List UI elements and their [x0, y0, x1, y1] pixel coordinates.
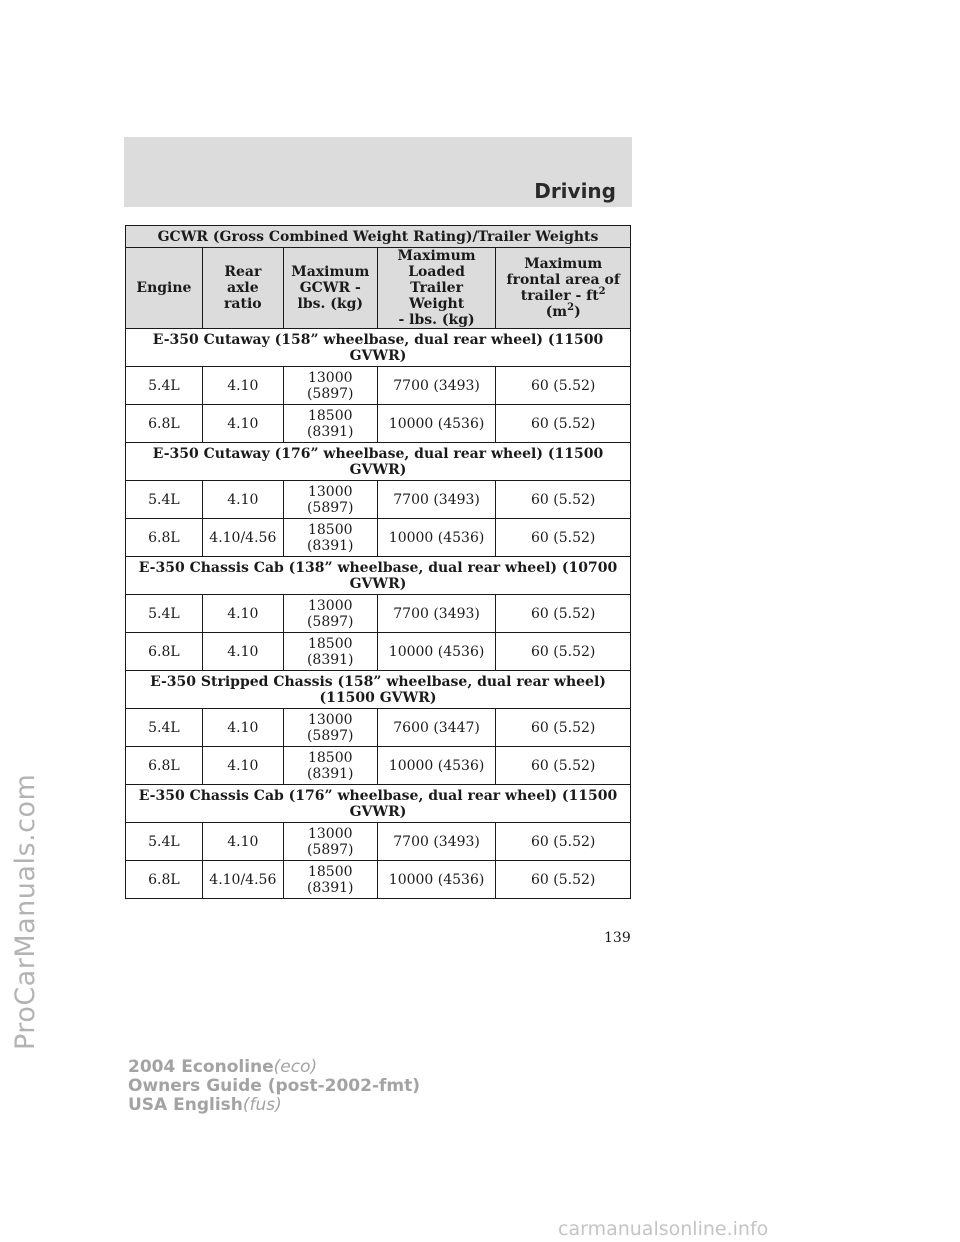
- engine-cell: 5.4L: [126, 595, 203, 633]
- frontal-area-cell: 60 (5.52): [496, 709, 631, 747]
- gcwr-lbs: 13000: [307, 597, 353, 614]
- trailer-weight-cell: 7600 (3447): [377, 709, 496, 747]
- gcwr-lbs: 18500: [307, 749, 353, 766]
- engine-cell: 6.8L: [126, 405, 203, 443]
- footer-model-code: (eco): [273, 1057, 318, 1077]
- footer-model: 2004 Econoline: [128, 1057, 274, 1077]
- frontal-area-cell: 60 (5.52): [496, 823, 631, 861]
- gcwr-lbs: 13000: [307, 369, 353, 386]
- engine-cell: 6.8L: [126, 633, 203, 671]
- gcwr-lbs: 13000: [307, 483, 353, 500]
- gcwr-lbs: 13000: [307, 825, 353, 842]
- col-frontal-area: Maximum frontal area of trailer - $ft^2$ $(m^2)$: [496, 248, 631, 329]
- axle-ratio-cell: 4.10/4.56: [202, 861, 283, 899]
- engine-cell: 6.8L: [126, 747, 203, 785]
- column-header-row: [126, 248, 631, 329]
- gcwr-cell: [283, 633, 377, 671]
- frontal-area-cell: 60 (5.52): [496, 367, 631, 405]
- trailer-weight-cell: 7700 (3493): [377, 367, 496, 405]
- axle-ratio-cell: 4.10: [202, 747, 283, 785]
- trailer-weights-table: [125, 225, 631, 899]
- footer-language: USA English: [128, 1095, 243, 1115]
- gcwr-kg: (8391): [306, 879, 354, 896]
- gcwr-lbs: 18500: [307, 635, 353, 652]
- trailer-weight-cell: 7700 (3493): [377, 823, 496, 861]
- table-row: [126, 709, 631, 747]
- gcwr-kg: (5897): [306, 727, 354, 744]
- trailer-weight-cell: 10000 (4536): [377, 633, 496, 671]
- gcwr-lbs: 13000: [307, 711, 353, 728]
- gcwr-cell: [283, 709, 377, 747]
- gcwr-cell: [283, 481, 377, 519]
- trailer-weight-cell: 10000 (4536): [377, 747, 496, 785]
- gcwr-cell: [283, 367, 377, 405]
- section-row: [126, 329, 631, 367]
- frontal-area-cell: 60 (5.52): [496, 595, 631, 633]
- footer-guide: Owners Guide (post-2002-fmt): [128, 1076, 421, 1096]
- gcwr-kg: (5897): [306, 499, 354, 516]
- gcwr-cell: [283, 747, 377, 785]
- gcwr-cell: [283, 823, 377, 861]
- frontal-area-cell: 60 (5.52): [496, 519, 631, 557]
- table-row: [126, 633, 631, 671]
- table-row: [126, 747, 631, 785]
- gcwr-cell: [283, 519, 377, 557]
- gcwr-kg: (5897): [306, 841, 354, 858]
- table-row: [126, 595, 631, 633]
- axle-ratio-cell: 4.10: [202, 823, 283, 861]
- gcwr-kg: (5897): [306, 613, 354, 630]
- side-watermark: ProCarManuals.com: [10, 773, 41, 1050]
- axle-ratio-cell: 4.10: [202, 595, 283, 633]
- col-max-trailer-weight: Maximum Loaded Trailer Weight - lbs. (kg): [377, 248, 496, 329]
- axle-ratio-cell: 4.10: [202, 633, 283, 671]
- section-title: E-350 Chassis Cab (176” wheelbase, dual rear wheel) (11500 GVWR): [126, 785, 631, 823]
- col-max-gcwr: Maximum GCWR - lbs. (kg): [283, 248, 377, 329]
- section-title: E-350 Cutaway (158” wheelbase, dual rear wheel) (11500 GVWR): [126, 329, 631, 367]
- frontal-area-cell: 60 (5.52): [496, 747, 631, 785]
- gcwr-lbs: 18500: [307, 863, 353, 880]
- axle-ratio-cell: 4.10/4.56: [202, 519, 283, 557]
- gcwr-kg: (8391): [306, 537, 354, 554]
- table-row: [126, 367, 631, 405]
- gcwr-kg: (5897): [306, 385, 354, 402]
- section-row: [126, 557, 631, 595]
- trailer-weight-cell: 10000 (4536): [377, 519, 496, 557]
- gcwr-lbs: 18500: [307, 521, 353, 538]
- frontal-area-cell: 60 (5.52): [496, 861, 631, 899]
- section-row: [126, 443, 631, 481]
- gcwr-kg: (8391): [306, 423, 354, 440]
- trailer-weight-cell: 10000 (4536): [377, 861, 496, 899]
- page-number: 139: [604, 930, 631, 946]
- section-row: [126, 671, 631, 709]
- engine-cell: 6.8L: [126, 519, 203, 557]
- engine-cell: 6.8L: [126, 861, 203, 899]
- section-header-band: [124, 137, 632, 207]
- frontal-area-cell: 60 (5.52): [496, 633, 631, 671]
- col-engine: Engine: [126, 248, 203, 329]
- section-title: E-350 Stripped Chassis (158” wheelbase, dual rear wheel) (11500 GVWR): [126, 671, 631, 709]
- gcwr-kg: (8391): [306, 651, 354, 668]
- axle-ratio-cell: 4.10: [202, 405, 283, 443]
- engine-cell: 5.4L: [126, 823, 203, 861]
- table-title: GCWR (Gross Combined Weight Rating)/Trailer Weights: [126, 226, 631, 248]
- axle-ratio-cell: 4.10: [202, 367, 283, 405]
- trailer-weight-cell: 7700 (3493): [377, 595, 496, 633]
- table-row: [126, 481, 631, 519]
- engine-cell: 5.4L: [126, 709, 203, 747]
- table-row: [126, 823, 631, 861]
- footer-language-code: (fus): [242, 1095, 282, 1115]
- col-axle-ratio: Rear axle ratio: [202, 248, 283, 329]
- engine-cell: 5.4L: [126, 367, 203, 405]
- table-row: [126, 405, 631, 443]
- gcwr-lbs: 18500: [307, 407, 353, 424]
- engine-cell: 5.4L: [126, 481, 203, 519]
- bottom-watermark: carmanualsonline.info: [558, 1218, 769, 1240]
- section-title: E-350 Cutaway (176” wheelbase, dual rear wheel) (11500 GVWR): [126, 443, 631, 481]
- frontal-area-cell: 60 (5.52): [496, 481, 631, 519]
- footer-doc-info: [128, 1058, 420, 1115]
- gcwr-cell: [283, 405, 377, 443]
- table-row: [126, 519, 631, 557]
- section-title: E-350 Chassis Cab (138” wheelbase, dual rear wheel) (10700 GVWR): [126, 557, 631, 595]
- gcwr-cell: [283, 595, 377, 633]
- trailer-weight-cell: 10000 (4536): [377, 405, 496, 443]
- gcwr-cell: [283, 861, 377, 899]
- section-title: Driving: [534, 179, 616, 203]
- frontal-area-cell: 60 (5.52): [496, 405, 631, 443]
- axle-ratio-cell: 4.10: [202, 481, 283, 519]
- axle-ratio-cell: 4.10: [202, 709, 283, 747]
- section-row: [126, 785, 631, 823]
- table-row: [126, 861, 631, 899]
- trailer-weight-cell: 7700 (3493): [377, 481, 496, 519]
- gcwr-kg: (8391): [306, 765, 354, 782]
